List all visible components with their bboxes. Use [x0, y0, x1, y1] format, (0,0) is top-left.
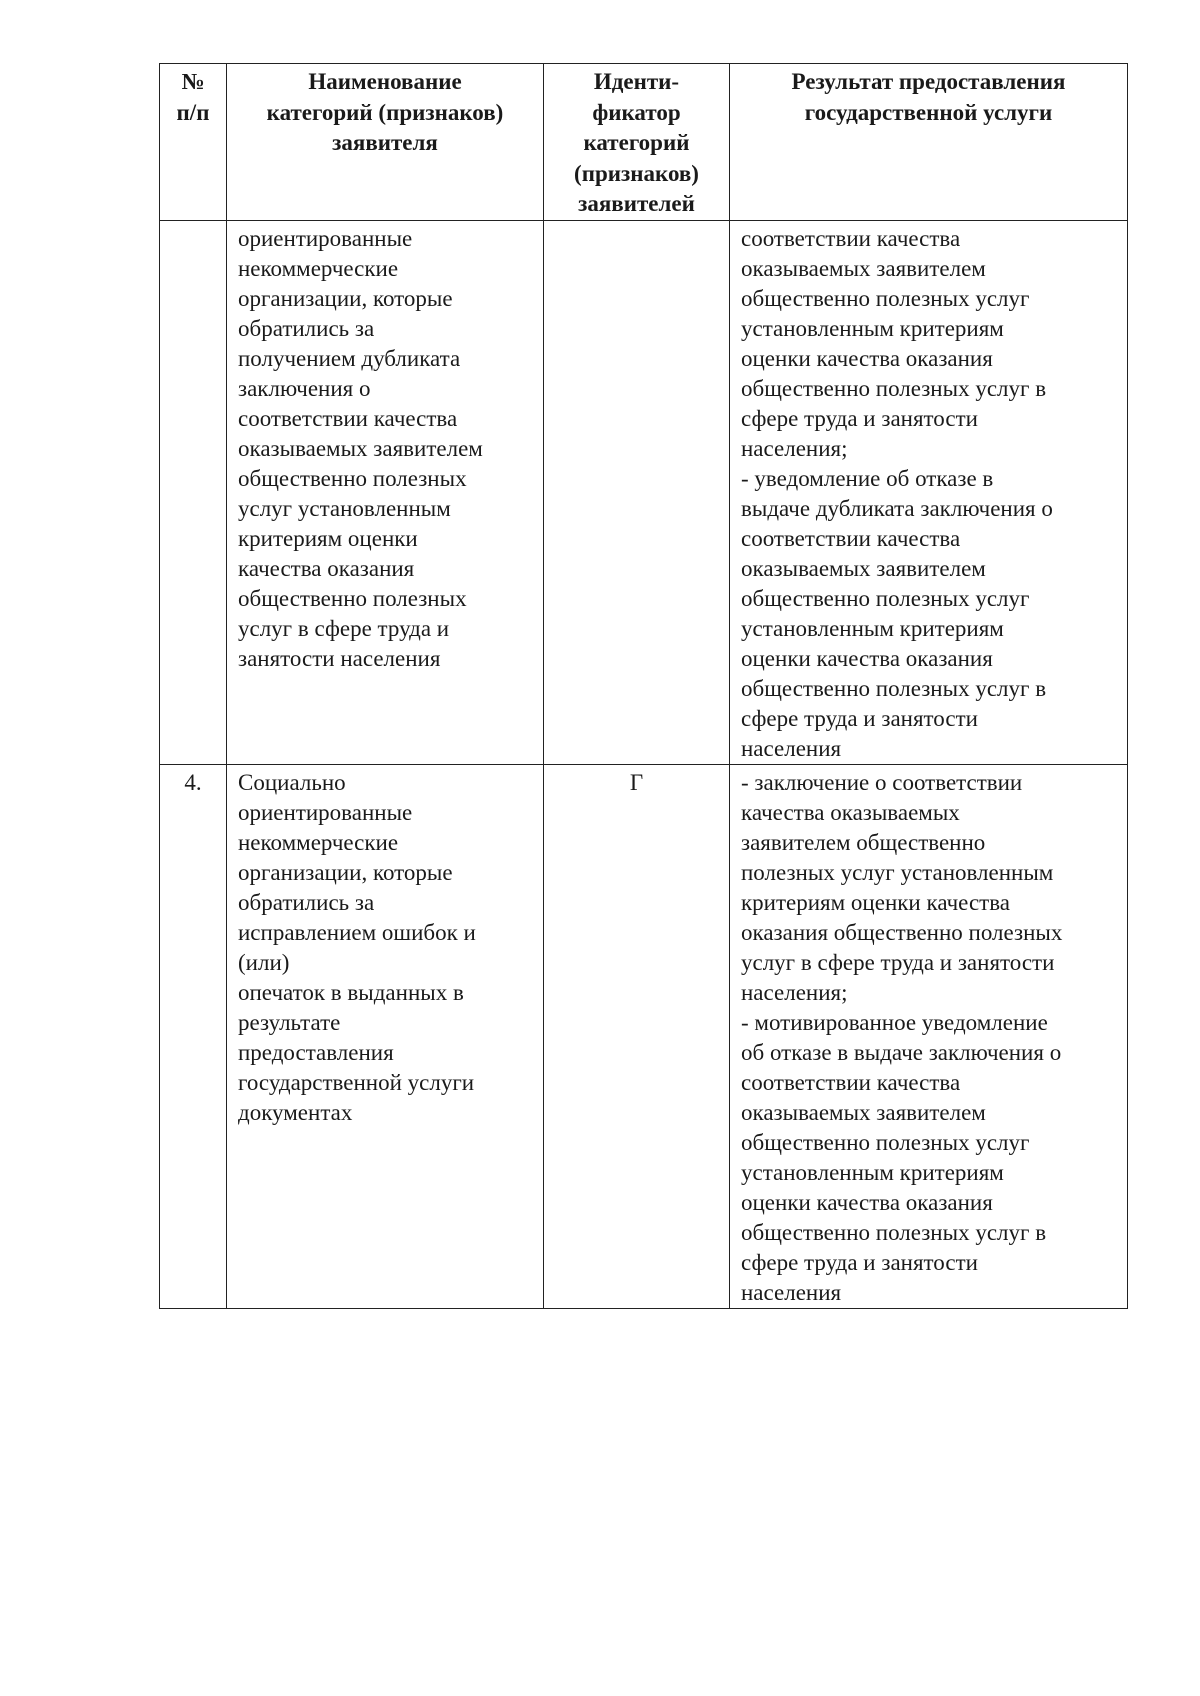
row-number-cell	[160, 764, 227, 1308]
table-body	[160, 220, 1128, 1308]
table-row	[160, 764, 1128, 1308]
category-name-cell	[227, 764, 544, 1308]
header-number	[160, 64, 227, 221]
services-table	[159, 63, 1128, 1309]
category-id-text: Г	[629, 769, 644, 795]
category-name-cell	[227, 220, 544, 764]
header-category-id-label: Иденти- фикатор категорий (признаков) заявителей	[574, 69, 699, 216]
row-number-cell	[160, 220, 227, 764]
category-name-text: ориентированные некоммерческие организации, которые обратились за получением дубликата заключения о соответствии качества оказываемых заявителем общественно полезных услуг установленным критериям оценки качества оказания общественно полезных услуг в сфере труда и занятости населения	[238, 225, 483, 671]
header-result	[730, 64, 1128, 221]
header-category-name	[227, 64, 544, 221]
category-name-text: Социально ориентированные некоммерческие организации, которые обратились за исправлением ошибок и (или) опечаток в выданных в результате предоставления государственной услуги документах	[238, 769, 476, 1125]
table-header	[160, 64, 1128, 221]
header-result-label: Результат предоставления государственной услуги	[791, 69, 1066, 125]
result-text: соответствии качества оказываемых заявителем общественно полезных услуг установленным критериям оценки качества оказания общественно полезных услуг в сфере труда и занятости населения; - уведомление об отказе в выдаче дубликата заключения о соответствии качества оказываемых заявителем общественно полезных услуг установленным критериям оценки качества оказания общественно полезных услуг в сфере труда и занятости населения	[741, 225, 1053, 761]
category-id-cell	[544, 220, 730, 764]
header-number-label: № п/п	[176, 69, 210, 125]
table-row	[160, 220, 1128, 764]
row-number: 4.	[184, 769, 202, 795]
category-id-text	[544, 221, 729, 224]
result-cell	[730, 764, 1128, 1308]
category-id-cell	[544, 764, 730, 1308]
header-category-name-label: Наименование категорий (признаков) заявителя	[266, 69, 504, 155]
result-cell	[730, 220, 1128, 764]
result-text: - заключение о соответствии качества оказываемых заявителем общественно полезных услуг установленным критериям оценки качества оказания общественно полезных услуг в сфере труда и занятости населения; - мотивированное уведомление об отказе в выдаче заключения о соответствии качества оказываемых заявителем общественно полезных услуг установленным критериям оценки качества оказания общественно полезных услуг в сфере труда и занятости населения	[741, 769, 1063, 1305]
header-row	[160, 64, 1128, 221]
header-category-id	[544, 64, 730, 221]
row-number	[160, 221, 226, 224]
